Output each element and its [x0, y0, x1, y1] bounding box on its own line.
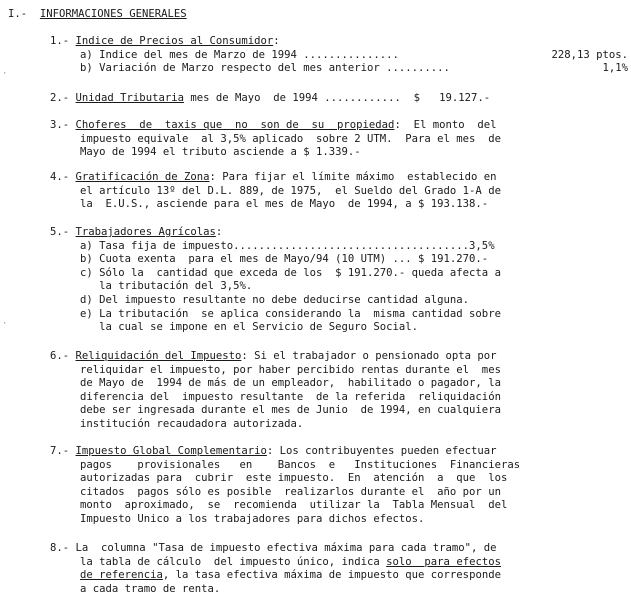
- paragraph-line: diferencia del impuesto resultante de la referida reliquidación: [80, 390, 501, 403]
- item-number: 2.-: [50, 92, 70, 104]
- list-line: la cual se impone en el Servicio de Seguro Social.: [80, 321, 419, 334]
- paragraph-line: institución recaudadora autorizada.: [80, 417, 304, 430]
- paragraph-line: la E.U.S., asciende para el mes de Mayo de 1994, a $ 193.138.-: [80, 198, 489, 211]
- item-number: 8.-: [50, 542, 70, 554]
- paragraph-line: citados pagos sólo es posible realizarlos durante el año por un: [80, 485, 501, 498]
- item-number: 5.-: [50, 226, 70, 238]
- item-number: 4.-: [50, 171, 70, 183]
- item-title: Unidad Tributaria: [75, 92, 184, 104]
- item-number: 6.-: [50, 350, 70, 362]
- list-line: d) Del impuesto resultante no debe deducirse cantidad alguna.: [80, 293, 470, 306]
- list-line: la tributación del 3,5%.: [80, 280, 253, 293]
- section-header: [8, 8, 187, 22]
- item-title: Gratificación de Zona: [75, 171, 210, 183]
- section-number: I.-: [8, 8, 28, 20]
- paragraph-line: autorizadas para cubrir este impuesto. En atención a que los: [80, 472, 508, 485]
- paragraph-line: monto aproximado, se recomienda utilizar la Tabla Mensual del: [80, 499, 508, 512]
- scan-mark: ·: [2, 69, 8, 79]
- item-number: 7.-: [50, 445, 70, 457]
- item-3: 3.- Choferes de taxis que no son de su propiedad: El monto del impuesto equivale al 3,5% aplicado sobre 2 UTM. Para el mes de Mayo de 1994 el tributo asciende a $ 1.339.-: [50, 119, 628, 160]
- item-8: 8.- La columna "Tasa de impuesto efectiva máxima para cada tramo", de la tabla de cálculo del impuesto único, indica solo para efectos de referencia, la tasa efectiva máxima de impuesto que corresponde a cada tramo de renta.: [50, 542, 628, 596]
- paragraph-line: de Mayo de 1994 de más de un empleador, habilitado o pagador, la: [80, 377, 501, 390]
- item-title: Reliquidación del Impuesto: [75, 350, 242, 362]
- item-2: [50, 92, 628, 106]
- item-6: 6.- Reliquidación del Impuesto: Si el trabajador o pensionado opta por reliquidar el impuesto, por haber percibido rentas durante el mes de Mayo de 1994 de más de un empleador, habilitado o pagador, la diferencia del impuesto resultante de la referida reliquidación debe ser ingresada durante el mes de Junio de 1994, en cualquiera institución recaudadora autorizada.: [50, 350, 628, 432]
- item-4: 4.- Gratificación de Zona: Para fijar el límite máximo establecido en el artículo 13º del D.L. 889, de 1975, el Sueldo del Grado 1-A de la E.U.S., asciende para el mes de Mayo de 1994, a $ 193.138.-: [50, 171, 628, 212]
- section-title: INFORMACIONES GENERALES: [39, 8, 187, 20]
- list-line: e) La tributación se aplica considerando la misma cantidad sobre: [80, 307, 501, 320]
- item-title: Impuesto Global Complementario: [75, 445, 267, 457]
- list-line: b) Cuota exenta para el mes de Mayo/94 (10 UTM) ... $ 191.270.-: [80, 253, 489, 266]
- item-title: Trabajadores Agrícolas: [75, 226, 216, 238]
- scan-mark: ·: [2, 319, 8, 329]
- cpi-row-march: a) Indice del mes de Marzo de 1994 ............... 228,13 ptos.: [80, 48, 628, 61]
- paragraph-line: impuesto equivale al 3,5% aplicado sobre 2 UTM. Para el mes de: [80, 132, 501, 145]
- paragraph-line: debe ser ingresada durante el mes de Junio de 1994, en cualquiera: [80, 404, 501, 417]
- item-1: 1.- Indice de Precios al Consumidor: a) Indice del mes de Marzo de 1994 ............... 228,13 ptos. b) Variación de Marzo respecto del mes anterior .......... 1,1%: [50, 35, 628, 75]
- paragraph-line: Mayo de 1994 el tributo asciende a $ 1.339.-: [80, 146, 361, 159]
- paragraph-line: pagos provisionales en Bancos e Instituciones Financieras: [80, 458, 521, 471]
- underlined-phrase: solo para efectos: [386, 555, 501, 568]
- underlined-phrase: de referencia: [80, 569, 163, 582]
- item-number: 3.-: [50, 119, 70, 131]
- list-line: c) Sólo la cantidad que exceda de los $ 191.270.- queda afecta a: [80, 266, 501, 279]
- item-number: 1.-: [50, 35, 70, 47]
- item-title: Choferes de taxis que no son de su propiedad: [75, 119, 395, 131]
- paragraph-line: Impuesto Unico a los trabajadores para dichos efectos.: [80, 512, 425, 525]
- utm-value-text: mes de Mayo de 1994 ............ $ 19.127.-: [183, 92, 491, 104]
- cpi-row-variation: b) Variación de Marzo respecto del mes anterior .......... 1,1%: [80, 62, 628, 75]
- item-7: 7.- Impuesto Global Complementario: Los contribuyentes pueden efectuar pagos provisionales en Bancos e Instituciones Financieras autorizadas para cubrir este impuesto. En atención a que los citados pagos sólo es posible realizarlos durante el año por un monto aproximado, se recomienda utilizar la Tabla Mensual del Impuesto Unico a los trabajadores para dichos efectos.: [50, 445, 628, 527]
- list-line: a) Tasa fija de impuesto.....................................3,5%: [80, 239, 495, 252]
- paragraph-line: el artículo 13º del D.L. 889, de 1975, el Sueldo del Grado 1-A de: [80, 184, 501, 197]
- paragraph-line: a cada tramo de renta.: [80, 582, 221, 595]
- item-5: 5.- Trabajadores Agrícolas: a) Tasa fija de impuesto.....................................3,5% b) Cuota exenta para el mes de Mayo/94 (10 UTM) ... $ 191.270.- c) Sólo la cantidad que exceda de los $ 191.270.- queda afecta a la tributación del 3,5%. d) Del impuesto resultante no debe deducirse cantidad alguna. e) La tributación se aplica considerando la misma cantidad sobre la cual se impone en el Servicio de Seguro Social.: [50, 226, 628, 335]
- paragraph-line: reliquidar el impuesto, por haber percibido rentas durante el mes: [80, 363, 501, 376]
- item-title: Indice de Precios al Consumidor: [75, 35, 274, 47]
